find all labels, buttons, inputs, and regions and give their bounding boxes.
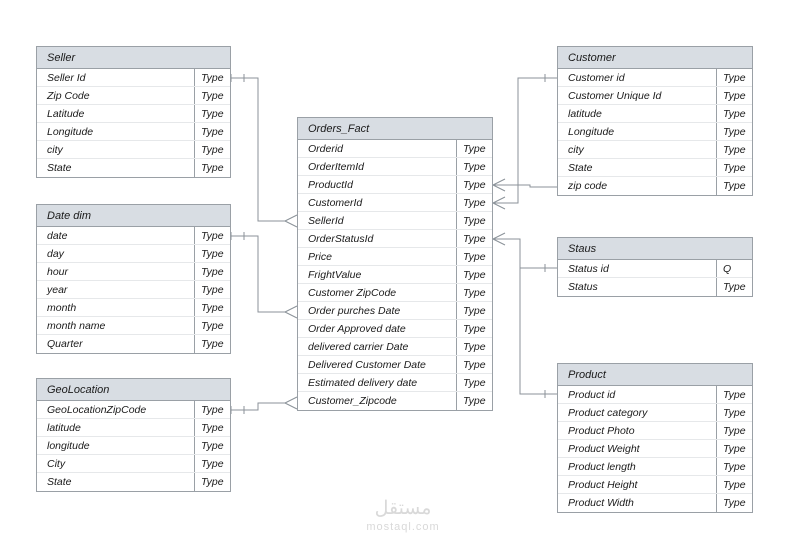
column-type: Type bbox=[194, 141, 230, 158]
column-name: ProductId bbox=[308, 179, 353, 191]
column-name: Customer Unique Id bbox=[568, 90, 662, 102]
column-name: Product Photo bbox=[568, 425, 635, 437]
column-type: Type bbox=[716, 141, 752, 158]
entity-geolocation[interactable] bbox=[36, 378, 231, 492]
column-type: Type bbox=[456, 158, 492, 175]
column-type: Type bbox=[716, 494, 752, 512]
table-row[interactable] bbox=[37, 87, 230, 105]
table-row[interactable] bbox=[558, 404, 752, 422]
column-name: OrderStatusId bbox=[308, 233, 374, 245]
table-row[interactable] bbox=[37, 227, 230, 245]
column-name: Seller Id bbox=[47, 72, 86, 84]
column-name: Order Approved date bbox=[308, 323, 406, 335]
table-row[interactable] bbox=[558, 440, 752, 458]
column-type: Type bbox=[456, 230, 492, 247]
column-type: Type bbox=[456, 356, 492, 373]
table-row[interactable] bbox=[298, 140, 492, 158]
column-name: Product Width bbox=[568, 497, 634, 509]
entity-title: Product bbox=[558, 364, 752, 386]
entity-date-dim[interactable] bbox=[36, 204, 231, 354]
column-name: Longitude bbox=[568, 126, 615, 138]
column-name: FrightValue bbox=[308, 269, 362, 281]
table-row[interactable] bbox=[298, 248, 492, 266]
table-row[interactable] bbox=[298, 338, 492, 356]
column-name: zip code bbox=[568, 180, 608, 192]
column-type: Type bbox=[194, 335, 230, 353]
column-type: Type bbox=[456, 320, 492, 337]
table-row[interactable] bbox=[298, 320, 492, 338]
column-name: Order purches Date bbox=[308, 305, 401, 317]
column-name: Estimated delivery date bbox=[308, 377, 418, 389]
column-type: Type bbox=[194, 473, 230, 491]
column-type: Type bbox=[194, 437, 230, 454]
column-name: OrderItemId bbox=[308, 161, 365, 173]
column-type: Type bbox=[456, 212, 492, 229]
entity-orders-fact[interactable] bbox=[297, 117, 493, 411]
table-row[interactable] bbox=[558, 386, 752, 404]
column-type: Type bbox=[716, 69, 752, 86]
column-type: Type bbox=[716, 440, 752, 457]
column-name: latitude bbox=[568, 108, 602, 120]
column-type: Type bbox=[194, 455, 230, 472]
column-name: day bbox=[47, 248, 64, 260]
table-row[interactable] bbox=[37, 317, 230, 335]
table-row[interactable] bbox=[558, 123, 752, 141]
entity-title: Date dim bbox=[37, 205, 230, 227]
table-row[interactable] bbox=[37, 419, 230, 437]
column-type: Type bbox=[716, 422, 752, 439]
column-name: Delivered Customer Date bbox=[308, 359, 426, 371]
column-type: Type bbox=[194, 401, 230, 418]
column-name: Customer ZipCode bbox=[308, 287, 397, 299]
column-type: Type bbox=[716, 458, 752, 475]
column-type: Type bbox=[456, 140, 492, 157]
table-row[interactable] bbox=[298, 212, 492, 230]
table-row[interactable] bbox=[37, 263, 230, 281]
entity-title: Orders_Fact bbox=[298, 118, 492, 140]
column-name: CustomerId bbox=[308, 197, 363, 209]
column-type: Type bbox=[456, 266, 492, 283]
table-row[interactable] bbox=[298, 158, 492, 176]
column-name: Product Weight bbox=[568, 443, 640, 455]
table-row[interactable] bbox=[37, 401, 230, 419]
column-type: Type bbox=[716, 278, 752, 296]
column-name: month name bbox=[47, 320, 106, 332]
table-row[interactable] bbox=[298, 266, 492, 284]
table-row[interactable] bbox=[558, 177, 752, 195]
column-name: GeoLocationZipCode bbox=[47, 404, 147, 416]
column-name: delivered carrier Date bbox=[308, 341, 409, 353]
watermark-latin: mostaql.com bbox=[366, 521, 440, 533]
table-row[interactable] bbox=[298, 374, 492, 392]
table-row[interactable] bbox=[558, 159, 752, 177]
table-row[interactable] bbox=[298, 284, 492, 302]
table-row[interactable] bbox=[558, 494, 752, 512]
table-row[interactable] bbox=[37, 437, 230, 455]
column-name: Status id bbox=[568, 263, 609, 275]
column-type: Type bbox=[716, 159, 752, 176]
column-type: Type bbox=[194, 159, 230, 177]
column-name: date bbox=[47, 230, 68, 242]
table-row[interactable] bbox=[37, 455, 230, 473]
column-type: Type bbox=[716, 404, 752, 421]
column-name: State bbox=[47, 162, 72, 174]
column-type: Type bbox=[194, 245, 230, 262]
column-name: year bbox=[47, 284, 68, 296]
column-name: Product length bbox=[568, 461, 636, 473]
table-row[interactable] bbox=[558, 260, 752, 278]
column-name: city bbox=[47, 144, 63, 156]
column-type: Type bbox=[456, 374, 492, 391]
table-row[interactable] bbox=[37, 123, 230, 141]
column-type: Type bbox=[194, 419, 230, 436]
column-name: Customer id bbox=[568, 72, 625, 84]
table-row[interactable] bbox=[298, 194, 492, 212]
table-row[interactable] bbox=[37, 69, 230, 87]
column-name: Status bbox=[568, 281, 598, 293]
column-name: Product id bbox=[568, 389, 616, 401]
column-name: City bbox=[47, 458, 66, 470]
table-row[interactable] bbox=[558, 87, 752, 105]
table-row[interactable] bbox=[298, 302, 492, 320]
entity-product[interactable] bbox=[557, 363, 753, 513]
column-name: Price bbox=[308, 251, 332, 263]
entity-title: Staus bbox=[558, 238, 752, 260]
column-type: Type bbox=[194, 69, 230, 86]
table-row[interactable] bbox=[37, 281, 230, 299]
column-name: latitude bbox=[47, 422, 81, 434]
table-row[interactable] bbox=[558, 278, 752, 296]
table-row[interactable] bbox=[558, 105, 752, 123]
column-type: Type bbox=[716, 386, 752, 403]
column-type: Type bbox=[456, 284, 492, 301]
column-name: longitude bbox=[47, 440, 90, 452]
column-type: Type bbox=[716, 476, 752, 493]
column-type: Type bbox=[456, 392, 492, 410]
table-row[interactable] bbox=[558, 422, 752, 440]
column-name: hour bbox=[47, 266, 69, 278]
table-row[interactable] bbox=[37, 141, 230, 159]
entity-seller[interactable] bbox=[36, 46, 231, 178]
table-row[interactable] bbox=[298, 230, 492, 248]
column-type: Type bbox=[456, 248, 492, 265]
watermark bbox=[348, 498, 458, 534]
column-type: Type bbox=[194, 299, 230, 316]
column-name: State bbox=[47, 476, 72, 488]
table-row[interactable] bbox=[37, 245, 230, 263]
table-row[interactable] bbox=[298, 392, 492, 410]
column-type: Type bbox=[716, 105, 752, 122]
column-type: Type bbox=[194, 105, 230, 122]
column-type: Type bbox=[194, 317, 230, 334]
column-name: Quarter bbox=[47, 338, 83, 350]
table-row[interactable] bbox=[298, 176, 492, 194]
watermark-arabic: مستقل bbox=[374, 498, 432, 519]
table-row[interactable] bbox=[558, 141, 752, 159]
table-row[interactable] bbox=[558, 476, 752, 494]
entity-title: Seller bbox=[37, 47, 230, 69]
column-name: Customer_Zipcode bbox=[308, 395, 397, 407]
column-type: Type bbox=[194, 227, 230, 244]
column-type: Type bbox=[716, 87, 752, 104]
column-name: Product Height bbox=[568, 479, 638, 491]
column-name: Orderid bbox=[308, 143, 344, 155]
column-type: Type bbox=[456, 194, 492, 211]
column-name: Zip Code bbox=[47, 90, 90, 102]
column-type: Type bbox=[194, 123, 230, 140]
entity-customer[interactable] bbox=[557, 46, 753, 196]
column-type: Type bbox=[194, 263, 230, 280]
column-type: Type bbox=[194, 87, 230, 104]
table-row[interactable] bbox=[37, 473, 230, 491]
column-type: Type bbox=[716, 123, 752, 140]
column-name: month bbox=[47, 302, 77, 314]
table-row[interactable] bbox=[37, 335, 230, 353]
column-type: Type bbox=[456, 302, 492, 319]
table-row[interactable] bbox=[558, 458, 752, 476]
entity-title: GeoLocation bbox=[37, 379, 230, 401]
column-type: Type bbox=[716, 177, 752, 195]
entity-staus[interactable] bbox=[557, 237, 753, 297]
table-row[interactable] bbox=[37, 105, 230, 123]
table-row[interactable] bbox=[558, 69, 752, 87]
table-row[interactable] bbox=[37, 299, 230, 317]
entity-title: Customer bbox=[558, 47, 752, 69]
column-type: Q bbox=[716, 260, 752, 277]
column-name: Product category bbox=[568, 407, 648, 419]
column-name: State bbox=[568, 162, 593, 174]
column-name: city bbox=[568, 144, 584, 156]
column-type: Type bbox=[194, 281, 230, 298]
column-type: Type bbox=[456, 338, 492, 355]
column-name: SellerId bbox=[308, 215, 344, 227]
column-type: Type bbox=[456, 176, 492, 193]
column-name: Latitude bbox=[47, 108, 85, 120]
table-row[interactable] bbox=[298, 356, 492, 374]
column-name: Longitude bbox=[47, 126, 94, 138]
table-row[interactable] bbox=[37, 159, 230, 177]
